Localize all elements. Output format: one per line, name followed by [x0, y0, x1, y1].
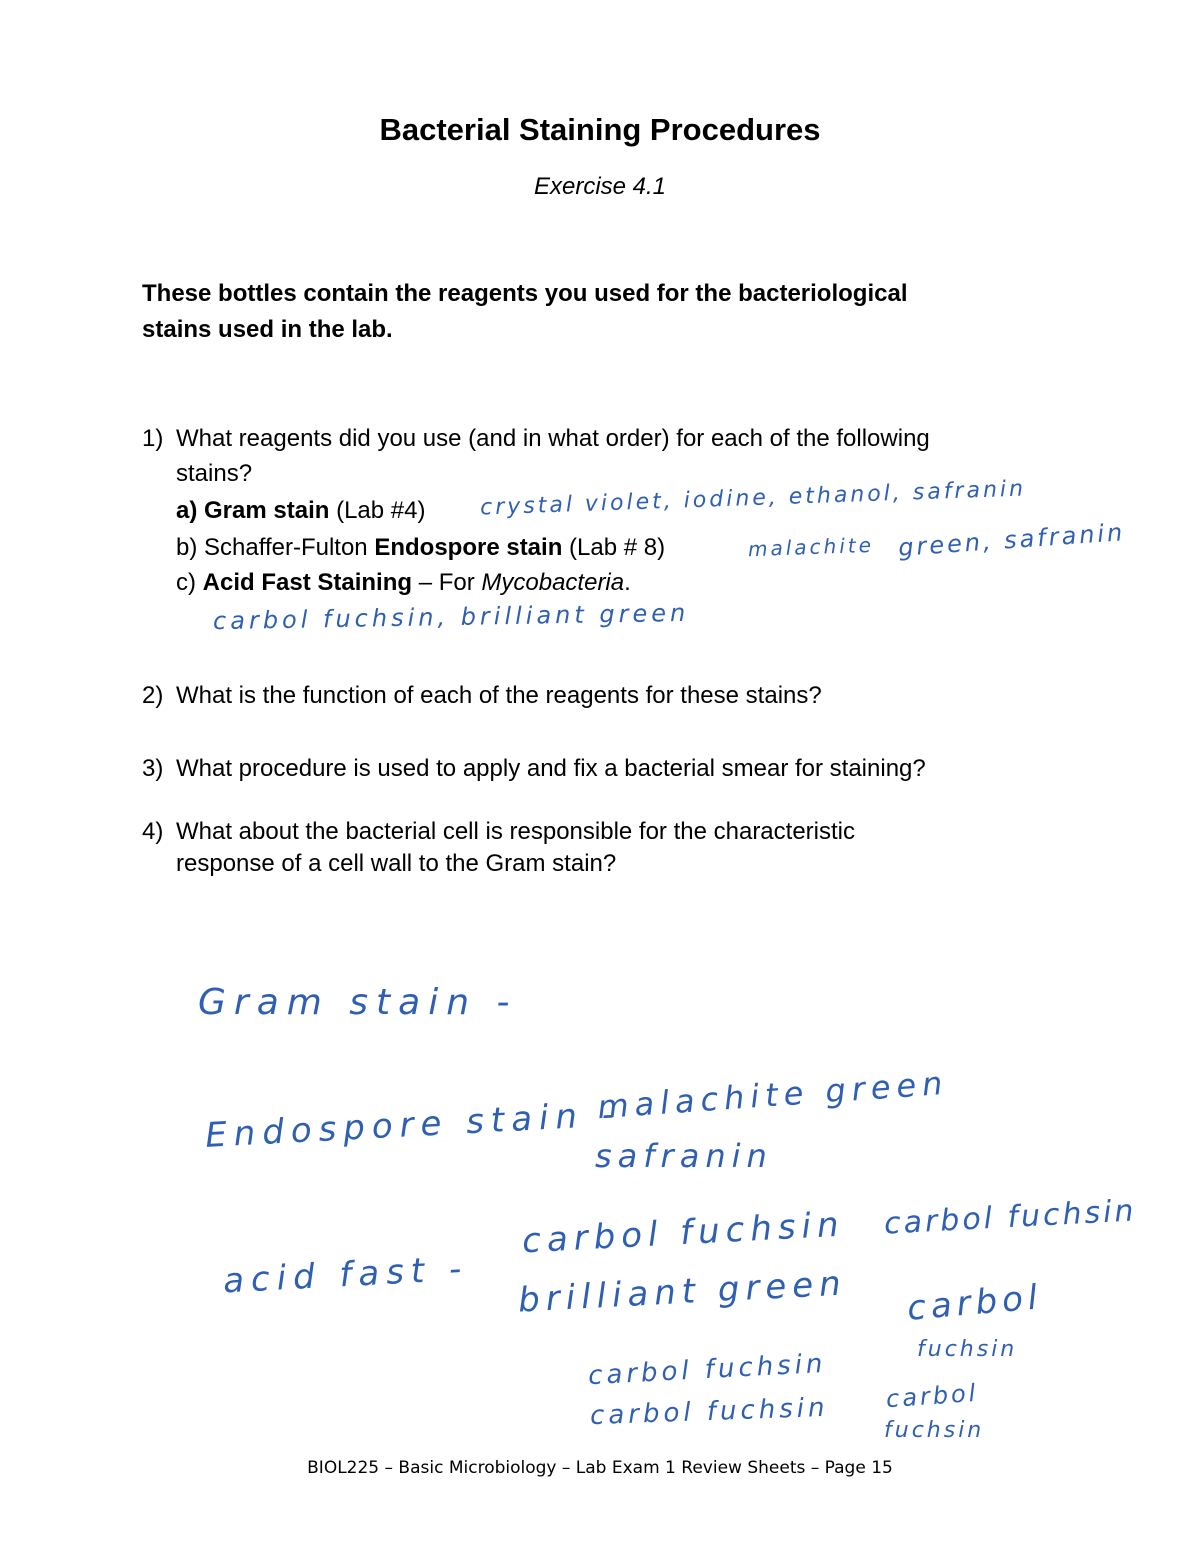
subitem-letter: a) — [176, 497, 198, 524]
subitem-end: . — [624, 569, 631, 596]
handwritten-answer-a: crystal violet, iodine, ethanol, safranin — [479, 476, 1027, 521]
question-text: What is the function of each of the reagents for these stains? — [176, 682, 822, 709]
subitem-endospore-stain — [176, 532, 665, 563]
handwritten-note: carbol fuchsin — [521, 1204, 846, 1262]
handwritten-note: malachite green — [596, 1063, 950, 1127]
subitem-gram-stain — [176, 495, 425, 526]
subitem-italic: Mycobacteria — [481, 569, 625, 596]
handwritten-note: carbol fuchsin — [589, 1392, 829, 1432]
subitem-bold: Gram stain — [204, 497, 330, 524]
handwritten-note: carbol fuchsin — [587, 1348, 828, 1392]
handwritten-note: carbol — [905, 1277, 1044, 1329]
subitem-rest: (Lab #4) — [329, 497, 426, 524]
handwritten-note: brilliant green — [517, 1263, 848, 1321]
handwritten-note: fuchsin — [884, 1418, 985, 1443]
handwritten-answer-c: carbol fuchsin, brilliant green — [212, 598, 690, 636]
exercise-subtitle: Exercise 4.1 — [533, 173, 667, 200]
subitem-pre: Schaffer-Fulton — [204, 534, 375, 561]
handwritten-note: carbol fuchsin — [883, 1193, 1138, 1242]
question-text: What reagents did you use (and in what order) for each of the following — [176, 425, 930, 452]
question-text: response of a cell wall to the Gram stain? — [176, 850, 617, 877]
handwritten-answer-b: green, safranin — [897, 518, 1127, 562]
handwritten-note: Endospore stain - — [204, 1094, 622, 1156]
intro-line: stains used in the lab. — [142, 316, 393, 343]
subitem-bold: Acid Fast Staining — [202, 569, 413, 596]
handwritten-note: carbol — [885, 1378, 980, 1414]
subitem-rest: (Lab # 8) — [562, 534, 666, 561]
subitem-mid: – For — [412, 569, 482, 596]
intro-paragraph — [142, 276, 907, 348]
subitem-acid-fast — [176, 567, 631, 598]
handwritten-note: fuchsin — [917, 1337, 1018, 1362]
handwritten-note: acid fast - — [222, 1248, 470, 1302]
page-footer: BIOL225 – Basic Microbiology – Lab Exam 1 Review Sheets – Page 15 — [307, 1458, 893, 1478]
question-text: stains? — [176, 460, 253, 487]
subitem-bold: Endospore stain — [374, 534, 563, 561]
handwritten-answer-b: malachite — [747, 532, 875, 562]
subitem-letter: c) — [176, 569, 196, 596]
handwritten-note: Gram stain - — [198, 982, 518, 1023]
question-number: 4) — [142, 818, 164, 845]
intro-line: These bottles contain the reagents you used for the bacteriological — [142, 280, 908, 307]
subitem-letter: b) — [176, 534, 198, 561]
question-number: 3) — [142, 755, 164, 782]
question-text: What about the bacterial cell is responsible for the characteristic — [176, 818, 855, 845]
question-number: 2) — [142, 682, 164, 709]
handwritten-note: safranin — [595, 1137, 773, 1175]
question-text: What procedure is used to apply and fix a bacterial smear for staining? — [176, 755, 926, 782]
question-number: 1) — [142, 425, 164, 452]
page-title: Bacterial Staining Procedures — [379, 112, 821, 147]
